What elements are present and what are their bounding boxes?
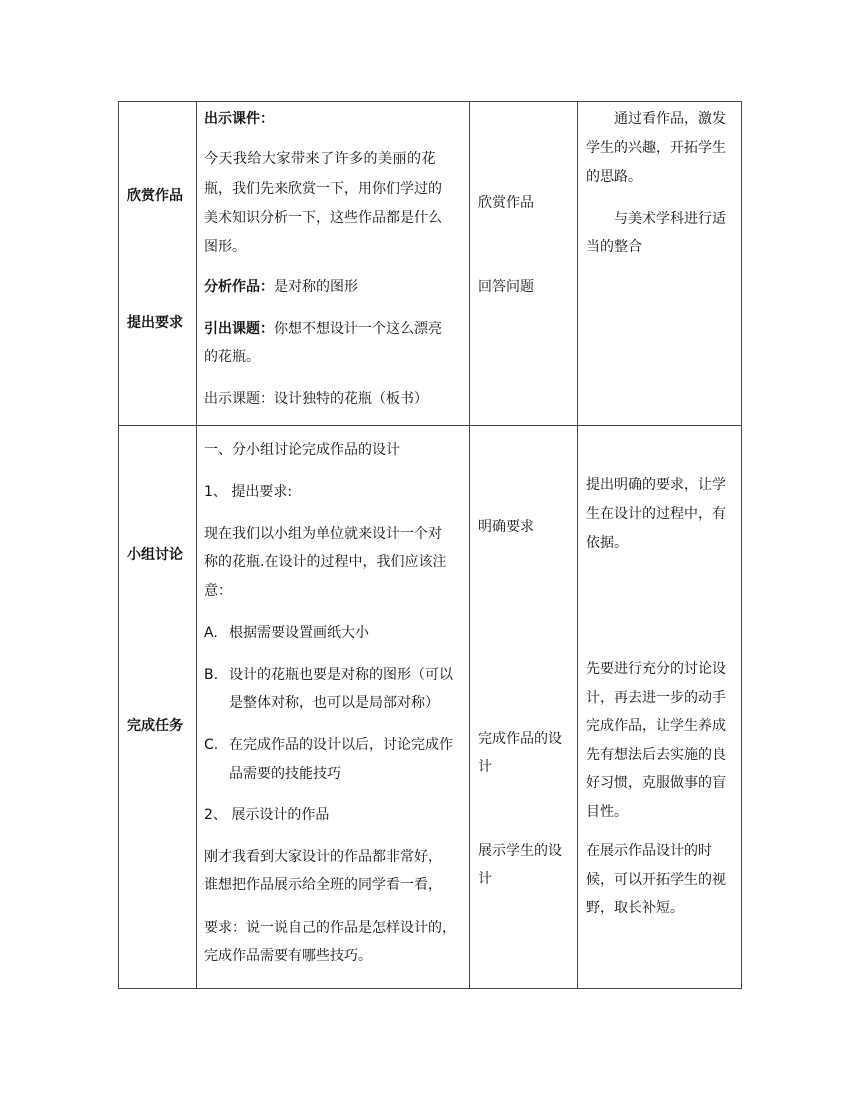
table-border-right (741, 101, 742, 989)
column-divider-2 (469, 101, 470, 989)
student-activity: 展示学生的设 (478, 843, 562, 859)
teacher-text-line: 图形。 (204, 239, 246, 255)
teacher-text-line: 刚才我看到大家设计的作品都非常好， (204, 849, 442, 865)
intent-line: 与美术学科进行适 (614, 211, 726, 227)
intent-line: 计，再去进一步的动手 (586, 690, 726, 706)
analysis-line (204, 272, 358, 302)
teacher-text-line: 要求：说一说自己的作品是怎样设计的， (204, 920, 456, 936)
list-marker: A. (204, 625, 218, 641)
teacher-text-line: 美术知识分析一下，这些作品都是什么 (204, 210, 442, 226)
column-divider-1 (196, 101, 197, 989)
list-item (204, 730, 453, 760)
teacher-text-line: 称的花瓶.在设计的过程中，我们应该注 (204, 554, 447, 570)
intent-line: 在展示作品设计的时 (586, 843, 712, 859)
column-divider-3 (577, 101, 578, 989)
intro-label: 引出课题： (204, 321, 274, 337)
teacher-text-line: 瓶，我们先来欣赏一下，用你们学过的 (204, 181, 442, 197)
row-divider (118, 425, 742, 426)
student-activity: 计 (478, 759, 492, 775)
stage-label: 小组讨论 (127, 547, 183, 563)
list-marker: C. (204, 737, 219, 753)
table-border-left (118, 101, 119, 989)
list-item-text-cont: 是整体对称，也可以是局部对称） (229, 695, 439, 711)
intro-cont: 的花瓶。 (204, 349, 260, 365)
stage-label: 提出要求 (127, 315, 183, 331)
intent-line: 依据。 (586, 535, 628, 551)
student-activity: 回答问题 (478, 279, 534, 295)
intent-line: 当的整合 (586, 239, 642, 255)
intent-line: 完成作品，让学生养成 (586, 718, 726, 734)
intent-line: 先要进行充分的讨论设 (586, 661, 726, 677)
section-heading: 一、分小组讨论完成作品的设计 (204, 442, 400, 458)
intent-line: 提出明确的要求，让学 (586, 477, 726, 493)
list-item-text: 在完成作品的设计以后，讨论完成作 (229, 737, 453, 753)
student-activity: 欣赏作品 (478, 195, 534, 211)
table-border-top (118, 101, 742, 102)
intent-line: 学生的兴趣，开拓学生 (586, 140, 726, 156)
intro-line (204, 314, 442, 344)
teacher-text-line: 现在我们以小组为单位就来设计一个对 (204, 526, 442, 542)
list-item: 2、 展示设计的作品 (204, 807, 330, 823)
analysis-label: 分析作品： (204, 279, 274, 295)
intent-line: 先有想法后去实施的良 (586, 747, 726, 763)
intro-text: 你想不想设计一个这么漂亮 (274, 321, 442, 337)
topic-line: 出示课题：设计独特的花瓶（板书） (204, 391, 428, 407)
list-item-text: 根据需要设置画纸大小 (229, 625, 369, 641)
intent-line: 好习惯，克服做事的盲 (586, 775, 726, 791)
list-item (204, 618, 369, 648)
table-border-bottom (118, 988, 742, 989)
student-activity: 完成作品的设 (478, 731, 562, 747)
student-activity: 计 (478, 871, 492, 887)
teacher-text-line: 谁想把作品展示给全班的同学看一看， (204, 877, 442, 893)
list-item-text: 设计的花瓶也要是对称的图形（可以 (229, 667, 453, 683)
list-marker: B. (204, 667, 219, 683)
intent-line: 目性。 (586, 804, 628, 820)
teacher-text-line: 意： (204, 583, 232, 599)
intent-line: 候，可以开拓学生的视 (586, 872, 726, 888)
teacher-heading: 出示课件： (204, 111, 274, 127)
intent-line: 野，取长补短。 (586, 900, 684, 916)
intent-line: 通过看作品，激发 (614, 111, 726, 127)
list-item (204, 660, 453, 690)
teacher-text-line: 今天我给大家带来了许多的美丽的花 (204, 151, 436, 167)
stage-label: 欣赏作品 (127, 188, 183, 204)
analysis-text: 是对称的图形 (274, 279, 358, 295)
stage-label: 完成任务 (127, 718, 183, 734)
intent-line: 的思路。 (586, 169, 642, 185)
list-item: 1、 提出要求: (204, 484, 293, 500)
student-activity: 明确要求 (478, 519, 534, 535)
teacher-text-line: 完成作品需要有哪些技巧。 (204, 948, 372, 964)
intent-line: 生在设计的过程中，有 (586, 506, 726, 522)
list-item-text-cont: 品需要的技能技巧 (229, 766, 341, 782)
